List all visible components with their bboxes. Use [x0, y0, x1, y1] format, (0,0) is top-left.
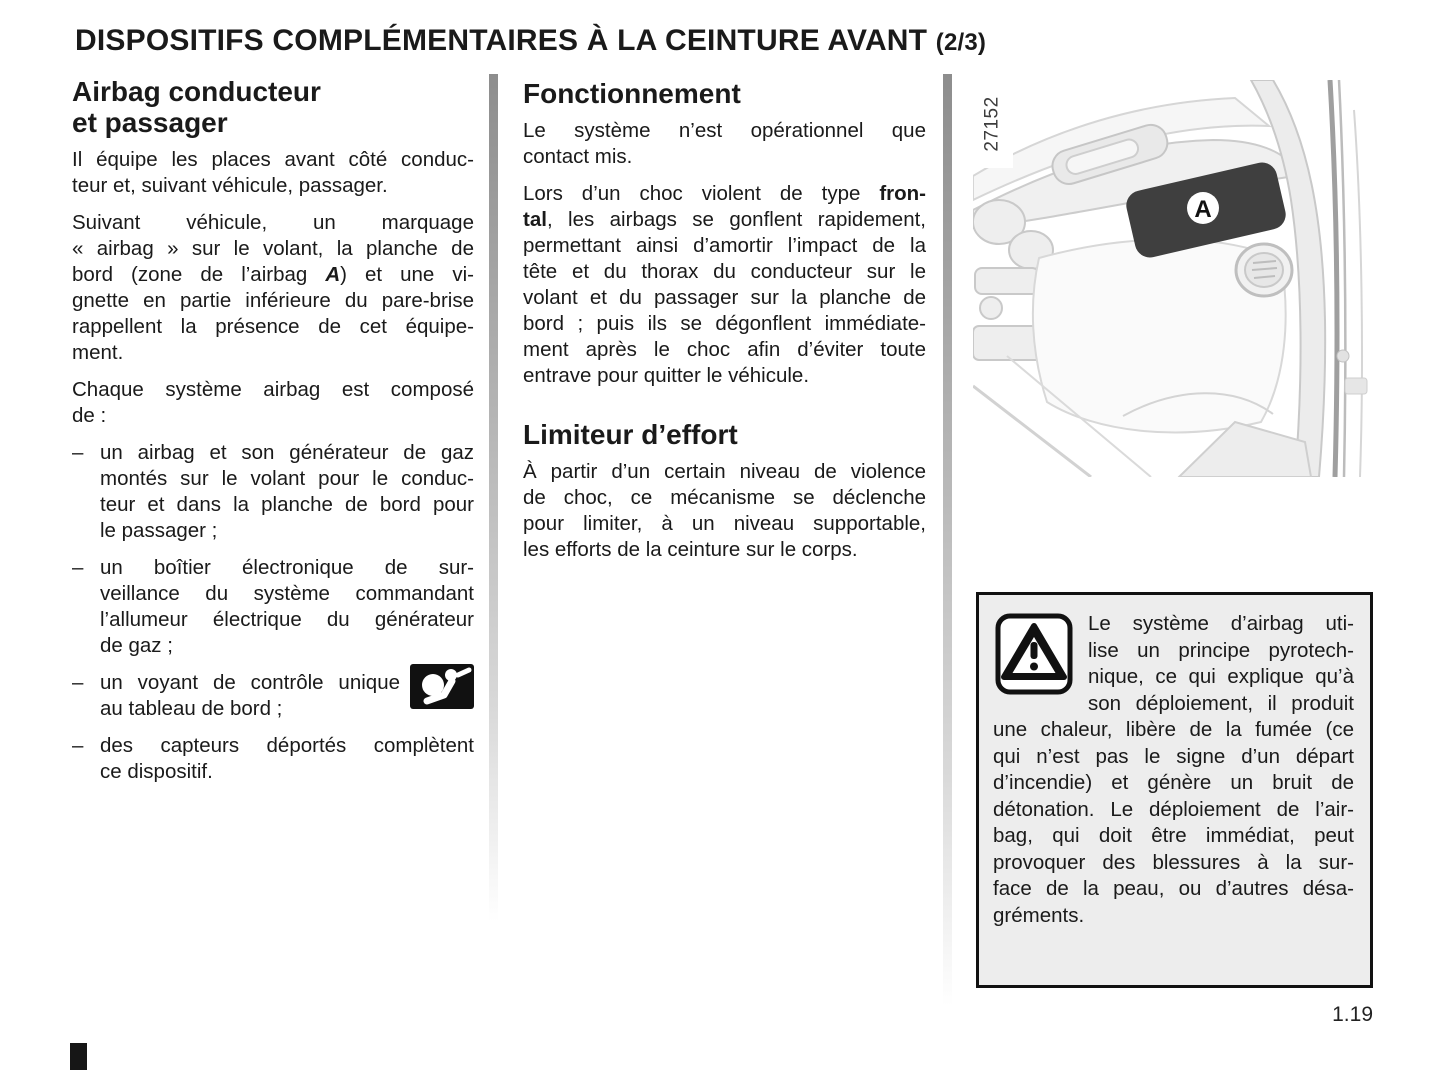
page-number: 1.19	[1332, 1003, 1373, 1026]
paragraph: Chaque système airbag est composé de :	[72, 378, 474, 427]
bullet-item	[72, 733, 474, 785]
paragraph: Suivant véhicule, un marquage « airbag » sur le volant, la planche de bord (zone de l’airbag A) et une vi- gnette en partie inférieure du pare-brise rappellent la présence de cet équipe- ment.	[72, 211, 474, 364]
warning-triangle-icon	[995, 613, 1073, 695]
chapter-index-tab	[70, 1043, 87, 1070]
airbag-warning-lamp-icon	[410, 664, 474, 722]
bullet-text: un airbag et son générateur de gaz montés sur le volant pour le conduc- teur et dans la planche de bord pour le passager ;	[100, 441, 474, 542]
bullet-dash: –	[72, 734, 84, 757]
bullet-text: des capteurs déportés complètent ce dispositif.	[100, 734, 474, 783]
heading-limiteur-effort: Limiteur d’effort	[523, 419, 738, 450]
warning-text: Le système d’airbag uti- lise un principe pyrotech- nique, ce qui explique qu’à son déploiement, il produit une chaleur, libère de la fumée (ce qui n’est pas le signe d’un départ d’incendie) et génère un bruit de détonation. Le déploiement de l’air- bag, qui doit être immédiat, peut provoquer des blessures à la sur- face de la peau, ou d’autres désa- gréments.	[993, 612, 1354, 927]
bullet-dash: –	[72, 671, 84, 694]
bullet-item-warning-lamp	[72, 670, 474, 722]
warning-box	[976, 592, 1373, 988]
bullet-item	[72, 555, 474, 659]
column-separator-bar	[943, 74, 952, 1006]
bullet-dash: –	[72, 556, 84, 579]
figure-reference: 27152	[973, 80, 1013, 168]
page-title	[75, 24, 986, 58]
middle-column	[523, 78, 926, 574]
paragraph: Le système n’est opérationnel que contact mis.	[523, 119, 926, 168]
paragraph: À partir d’un certain niveau de violence de choc, ce mécanisme se déclenche pour limiter, à un niveau supportable, les efforts de la ceinture sur le corps.	[523, 460, 926, 561]
page-title-suffix: (2/3)	[935, 29, 987, 56]
airbag-zone-label: A	[1194, 196, 1212, 223]
left-column	[72, 76, 474, 796]
bullet-text: un voyant de contrôle unique au tableau de bord ;	[100, 671, 400, 720]
dashboard-illustration	[973, 80, 1373, 477]
bullet-dash: –	[72, 441, 84, 464]
bullet-item	[72, 440, 474, 544]
paragraph: Lors d’un choc violent de type fron- tal, les airbags se gonflent rapidement, permettant ainsi d’amortir l’impact de la tête et du thorax du conducteur sur le volant et du passager sur la planche de bord ; puis ils se dégonflent immédiate- ment après le choc afin d’éviter toute entrave pour quitter le véhicule.	[523, 182, 926, 387]
paragraph: Il équipe les places avant côté conduc- teur et, suivant véhicule, passager.	[72, 148, 474, 197]
heading-fonctionnement: Fonctionnement	[523, 78, 741, 109]
bullet-text: un boîtier électronique de sur- veillance du système commandant l’allumeur électrique du générateur de gaz ;	[100, 556, 474, 657]
column-separator-bar	[489, 74, 498, 922]
page-title-main: DISPOSITIFS COMPLÉMENTAIRES À LA CEINTURE AVANT	[75, 24, 928, 57]
heading-airbag-conducteur: Airbag conducteur et passager	[72, 76, 321, 138]
